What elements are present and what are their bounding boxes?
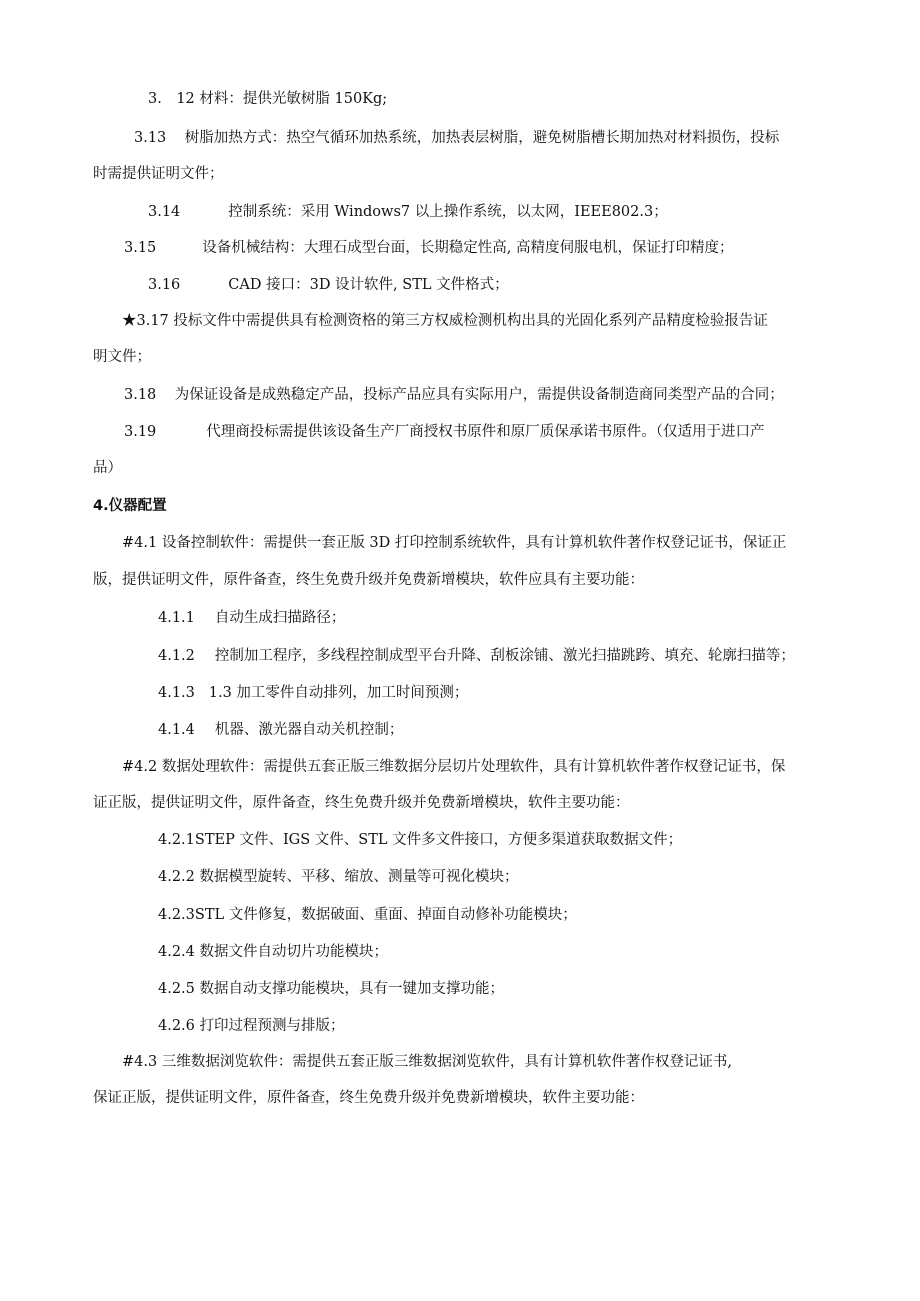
item-4-3: #4.3 三维数据浏览软件：需提供五套正版三维数据浏览软件，具有计算机软件著作权登记证书, bbox=[122, 1054, 732, 1070]
item-3-14: 3.14 控制系统：采用 Windows7 以上操作系统，以太网，IEEE802.3； bbox=[148, 204, 668, 220]
item-3-12: 3. 12 材料：提供光敏树脂 150Kg; bbox=[148, 91, 388, 107]
item-4-2-5: 4.2.5 数据自动支撑功能模块，具有一键加支撑功能； bbox=[158, 981, 505, 997]
item-3-18: 3.18 为保证设备是成熟稳定产品，投标产品应具有实际用户，需提供设备制造商同类型产品的合同； bbox=[124, 387, 784, 403]
item-4-1-cont: 版，提供证明文件，原件备查，终生免费升级并免费新增模块，软件应具有主要功能： bbox=[93, 572, 644, 588]
item-3-17-cont: 明文件； bbox=[93, 349, 151, 365]
item-4-1-4: 4.1.4 机器、激光器自动关机控制； bbox=[158, 722, 404, 738]
section-heading: 4.仪器配置 bbox=[93, 498, 167, 514]
item-4-2-1: 4.2.1STEP 文件、IGS 文件、STL 文件多文件接口，方便多渠道获取数据文件； bbox=[158, 832, 683, 848]
item-4-2-2: 4.2.2 数据模型旋转、平移、缩放、测量等可视化模块； bbox=[158, 869, 519, 885]
item-3-13: 3.13 树脂加热方式：热空气循环加热系统，加热表层树脂，避免树脂槽长期加热对材料损伤，投标 bbox=[134, 130, 780, 146]
item-4-1-1: 4.1.1 自动生成扫描路径； bbox=[158, 610, 346, 626]
item-4-2-4: 4.2.4 数据文件自动切片功能模块； bbox=[158, 944, 389, 960]
item-4-1-3: 4.1.3 1.3 加工零件自动排列，加工时间预测； bbox=[158, 685, 469, 701]
item-4-1: #4.1 设备控制软件：需提供一套正版 3D 打印控制系统软件，具有计算机软件著作权登记证书，保证正 bbox=[122, 535, 787, 551]
item-3-19: 3.19 代理商投标需提供该设备生产厂商授权书原件和原厂质保承诺书原件。（仅适用于进口产 bbox=[124, 424, 765, 440]
item-3-17: ★3.17 投标文件中需提供具有检测资格的第三方权威检测机构出具的光固化系列产品精度检验报告证 bbox=[122, 313, 768, 329]
item-3-16: 3.16 CAD 接口：3D 设计软件, STL 文件格式； bbox=[148, 277, 509, 293]
item-4-2-3: 4.2.3STL 文件修复，数据破面、重面、掉面自动修补功能模块； bbox=[158, 907, 577, 923]
item-3-15: 3.15 设备机械结构：大理石成型台面，长期稳定性高, 高精度伺服电机，保证打印精度； bbox=[124, 240, 734, 256]
item-4-1-2: 4.1.2 控制加工程序，多线程控制成型平台升降、刮板涂铺、激光扫描跳跨、填充、轮廓扫描等； bbox=[158, 648, 795, 664]
item-4-3-cont: 保证正版，提供证明文件，原件备查，终生免费升级并免费新增模块，软件主要功能： bbox=[93, 1090, 644, 1106]
item-3-19-cont: 品） bbox=[93, 460, 122, 476]
item-4-2-cont: 证正版，提供证明文件，原件备查，终生免费升级并免费新增模块，软件主要功能： bbox=[93, 795, 630, 811]
item-3-13-cont: 时需提供证明文件； bbox=[93, 166, 224, 182]
item-4-2: #4.2 数据处理软件：需提供五套正版三维数据分层切片处理软件，具有计算机软件著作权登记证书，保 bbox=[122, 759, 786, 775]
item-4-2-6: 4.2.6 打印过程预测与排版； bbox=[158, 1018, 345, 1034]
